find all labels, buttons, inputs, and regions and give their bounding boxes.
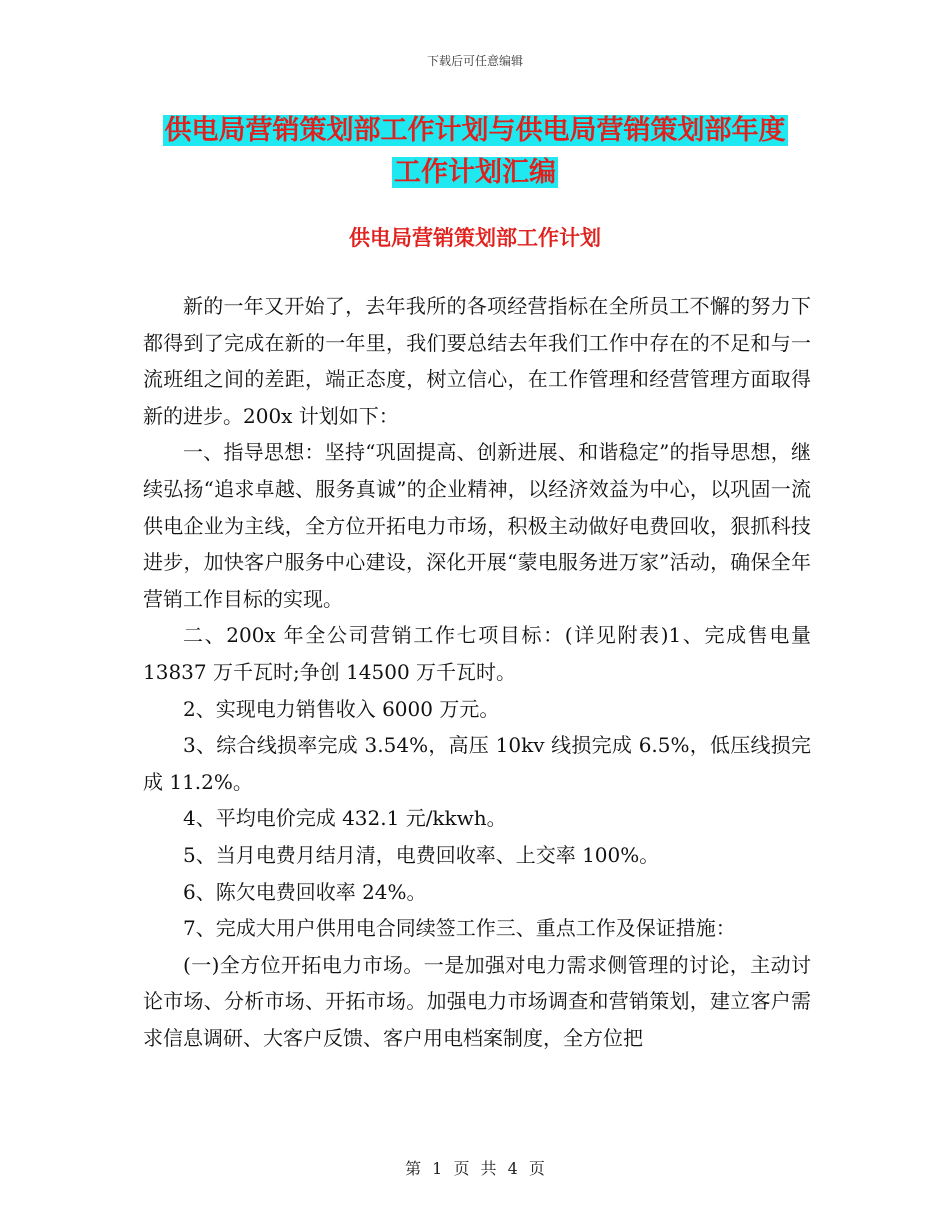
paragraph: 2、实现电力销售收入 6000 万元。 (183, 696, 500, 721)
document-title-line-2: 工作计划汇编 (394, 157, 556, 188)
document-title-line-1: 供电局营销策划部工作计划与供电局营销策划部年度 (164, 115, 786, 146)
paragraph: (一)全方位开拓电力市场。一是加强对电力需求侧管理的讨论，主动讨论市场、分析市场、开拓市场。加强电力市场调查和营销策划，建立客户需求信息调研、大客户反馈、客户用电档案制度，全方位把 (143, 952, 811, 1050)
paragraph: 7、完成大用户供用电合同续签工作三、重点工作及保证措施： (183, 916, 736, 941)
paragraph: 4、平均电价完成 432.1 元/kkwh。 (183, 806, 507, 831)
paragraph: 新的一年又开始了，去年我所的各项经营指标在全所员工不懈的努力下都得到了完成在新的一年里，我们要总结去年我们工作中存在的不足和与一流班组之间的差距，端正态度，树立信心，在工作管理和经营管理方面取得新的进步。200x 计划如下： (143, 294, 811, 428)
section-title: 供电局营销策划部工作计划 (349, 225, 601, 250)
page-header-note: 下载后可任意编辑 (426, 54, 523, 68)
document-title (140, 110, 810, 194)
paragraph: 6、陈欠电费回收率 24%。 (183, 879, 427, 904)
page-number: 第 1 页 共 4 页 (405, 1159, 545, 1178)
document-body (143, 288, 811, 1056)
paragraph: 3、综合线损率完成 3.54%，高压 10kv 线损完成 6.5%，低压线损完成 11.2%。 (143, 733, 811, 794)
paragraph: 一、指导思想：坚持“巩固提高、创新进展、和谐稳定”的指导思想，继续弘扬“追求卓越、服务真诚”的企业精神，以经济效益为中心，以巩固一流供电企业为主线，全方位开拓电力市场，积极主动做好电费回收，狠抓科技进步，加快客户服务中心建设，深化开展“蒙电服务进万家”活动，确保全年营销工作目标的实现。 (143, 440, 811, 611)
paragraph: 5、当月电费月结月清，电费回收率、上交率 100%。 (183, 842, 660, 867)
paragraph: 二、200x 年全公司营销工作七项目标：(详见附表)1、完成售电量 13837 万千瓦时;争创 14500 万千瓦时。 (143, 623, 811, 684)
